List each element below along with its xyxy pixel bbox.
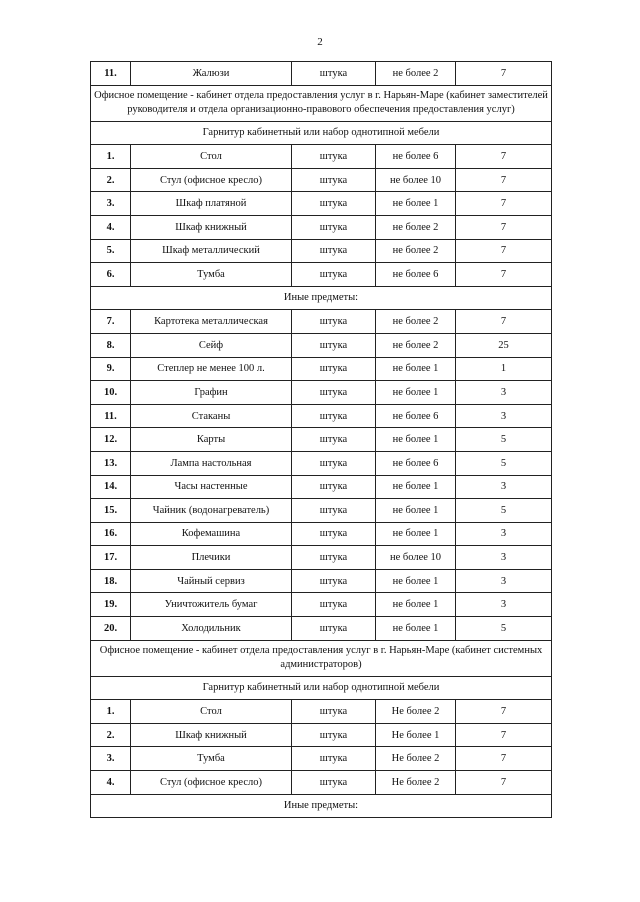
item-limit: не более 1 [376, 428, 456, 452]
item-limit: не более 2 [376, 333, 456, 357]
item-limit: не более 1 [376, 522, 456, 546]
subsection-title: Гарнитур кабинетный или набор однотипной мебели [91, 121, 552, 145]
item-term: 3 [456, 381, 552, 405]
furniture-norms-table [90, 61, 552, 818]
item-term: 7 [456, 62, 552, 86]
subsection-title: Иные предметы: [91, 286, 552, 310]
item-name: Уничтожитель бумаг [131, 593, 292, 617]
table-row [91, 569, 552, 593]
table-row [91, 475, 552, 499]
item-name: Плечики [131, 546, 292, 570]
table-row [91, 428, 552, 452]
row-number: 2. [91, 723, 131, 747]
row-number: 16. [91, 522, 131, 546]
item-name: Карты [131, 428, 292, 452]
item-unit: штука [292, 771, 376, 795]
item-name: Шкаф металлический [131, 239, 292, 263]
item-name: Степлер не менее 100 л. [131, 357, 292, 381]
row-number: 5. [91, 239, 131, 263]
item-unit: штука [292, 475, 376, 499]
table-row [91, 617, 552, 641]
item-term: 7 [456, 700, 552, 724]
item-unit: штука [292, 451, 376, 475]
row-number: 1. [91, 145, 131, 169]
row-number: 9. [91, 357, 131, 381]
table-row [91, 192, 552, 216]
row-number: 12. [91, 428, 131, 452]
item-limit: не более 1 [376, 569, 456, 593]
row-number: 6. [91, 263, 131, 287]
item-name: Стаканы [131, 404, 292, 428]
item-term: 7 [456, 192, 552, 216]
item-term: 3 [456, 593, 552, 617]
item-name: Сейф [131, 333, 292, 357]
item-name: Тумба [131, 263, 292, 287]
item-limit: не более 1 [376, 192, 456, 216]
section-header-row [91, 640, 552, 676]
item-name: Шкаф книжный [131, 215, 292, 239]
item-limit: Не более 2 [376, 700, 456, 724]
subsection-header-row [91, 676, 552, 700]
item-name: Чайный сервиз [131, 569, 292, 593]
row-number: 1. [91, 700, 131, 724]
row-number: 3. [91, 747, 131, 771]
item-unit: штука [292, 215, 376, 239]
row-number: 11. [91, 404, 131, 428]
subsection-title: Иные предметы: [91, 794, 552, 818]
item-unit: штука [292, 499, 376, 523]
item-name: Стол [131, 700, 292, 724]
item-unit: штука [292, 593, 376, 617]
table-row [91, 357, 552, 381]
item-term: 7 [456, 747, 552, 771]
item-limit: не более 1 [376, 475, 456, 499]
section-header-row [91, 85, 552, 121]
item-name: Стул (офисное кресло) [131, 771, 292, 795]
row-number: 7. [91, 310, 131, 334]
table-row [91, 593, 552, 617]
table-row [91, 239, 552, 263]
item-limit: не более 6 [376, 404, 456, 428]
item-unit: штука [292, 617, 376, 641]
table-row [91, 451, 552, 475]
row-number: 3. [91, 192, 131, 216]
item-limit: не более 2 [376, 310, 456, 334]
item-name: Картотека металлическая [131, 310, 292, 334]
item-unit: штука [292, 569, 376, 593]
row-number: 10. [91, 381, 131, 405]
item-limit: не более 6 [376, 145, 456, 169]
item-name: Чайник (водонагреватель) [131, 499, 292, 523]
item-limit: не более 1 [376, 593, 456, 617]
item-term: 3 [456, 404, 552, 428]
item-unit: штука [292, 310, 376, 334]
section-title: Офисное помещение - кабинет отдела предоставления услуг в г. Нарьян-Маре (кабинет системных администраторов) [91, 640, 552, 676]
item-unit: штука [292, 62, 376, 86]
row-number: 8. [91, 333, 131, 357]
item-term: 5 [456, 451, 552, 475]
table-row [91, 168, 552, 192]
item-term: 1 [456, 357, 552, 381]
item-unit: штука [292, 381, 376, 405]
item-unit: штука [292, 546, 376, 570]
row-number: 14. [91, 475, 131, 499]
item-unit: штука [292, 192, 376, 216]
row-number: 18. [91, 569, 131, 593]
item-name: Стол [131, 145, 292, 169]
item-term: 7 [456, 771, 552, 795]
table-row [91, 333, 552, 357]
item-unit: штука [292, 333, 376, 357]
item-unit: штука [292, 168, 376, 192]
item-term: 3 [456, 546, 552, 570]
item-name: Стул (офисное кресло) [131, 168, 292, 192]
item-unit: штука [292, 404, 376, 428]
row-number: 11. [91, 62, 131, 86]
item-unit: штука [292, 723, 376, 747]
item-term: 5 [456, 499, 552, 523]
subsection-header-row [91, 794, 552, 818]
item-limit: не более 10 [376, 546, 456, 570]
item-unit: штука [292, 428, 376, 452]
item-term: 7 [456, 215, 552, 239]
item-limit: не более 1 [376, 357, 456, 381]
table-row [91, 700, 552, 724]
item-term: 3 [456, 475, 552, 499]
subsection-header-row [91, 121, 552, 145]
row-number: 2. [91, 168, 131, 192]
row-number: 17. [91, 546, 131, 570]
item-term: 7 [456, 263, 552, 287]
item-unit: штука [292, 239, 376, 263]
page-number: 2 [317, 36, 323, 48]
item-limit: Не более 2 [376, 747, 456, 771]
subsection-title: Гарнитур кабинетный или набор однотипной мебели [91, 676, 552, 700]
item-limit: не более 10 [376, 168, 456, 192]
item-term: 5 [456, 617, 552, 641]
row-number: 13. [91, 451, 131, 475]
item-name: Холодильник [131, 617, 292, 641]
table-row [91, 215, 552, 239]
table-row [91, 546, 552, 570]
item-limit: не более 2 [376, 239, 456, 263]
table-row [91, 381, 552, 405]
item-name: Шкаф платяной [131, 192, 292, 216]
table-row [91, 145, 552, 169]
table-row [91, 723, 552, 747]
item-unit: штука [292, 357, 376, 381]
item-limit: Не более 1 [376, 723, 456, 747]
item-term: 25 [456, 333, 552, 357]
item-unit: штука [292, 263, 376, 287]
row-number: 20. [91, 617, 131, 641]
item-term: 3 [456, 569, 552, 593]
item-limit: Не более 2 [376, 771, 456, 795]
item-name: Кофемашина [131, 522, 292, 546]
item-limit: не более 1 [376, 381, 456, 405]
item-term: 7 [456, 239, 552, 263]
item-unit: штука [292, 522, 376, 546]
table-row [91, 62, 552, 86]
item-limit: не более 6 [376, 451, 456, 475]
subsection-header-row [91, 286, 552, 310]
table-row [91, 522, 552, 546]
item-limit: не более 6 [376, 263, 456, 287]
row-number: 4. [91, 771, 131, 795]
item-unit: штука [292, 700, 376, 724]
item-name: Лампа настольная [131, 451, 292, 475]
table-row [91, 499, 552, 523]
table-body [91, 62, 552, 818]
table-row [91, 747, 552, 771]
item-unit: штука [292, 747, 376, 771]
table-row [91, 310, 552, 334]
item-term: 3 [456, 522, 552, 546]
item-name: Графин [131, 381, 292, 405]
item-name: Шкаф книжный [131, 723, 292, 747]
item-name: Часы настенные [131, 475, 292, 499]
item-term: 7 [456, 145, 552, 169]
item-term: 5 [456, 428, 552, 452]
item-term: 7 [456, 723, 552, 747]
item-unit: штука [292, 145, 376, 169]
item-limit: не более 1 [376, 617, 456, 641]
item-limit: не более 2 [376, 62, 456, 86]
item-name: Жалюзи [131, 62, 292, 86]
item-term: 7 [456, 310, 552, 334]
item-limit: не более 2 [376, 215, 456, 239]
table-row [91, 263, 552, 287]
section-title: Офисное помещение - кабинет отдела предоставления услуг в г. Нарьян-Маре (кабинет заместителей руководителя и отдела организационно-правового обеспечения предоставления услуг) [91, 85, 552, 121]
row-number: 15. [91, 499, 131, 523]
item-term: 7 [456, 168, 552, 192]
table-row [91, 404, 552, 428]
item-name: Тумба [131, 747, 292, 771]
table-row [91, 771, 552, 795]
item-limit: не более 1 [376, 499, 456, 523]
row-number: 19. [91, 593, 131, 617]
row-number: 4. [91, 215, 131, 239]
